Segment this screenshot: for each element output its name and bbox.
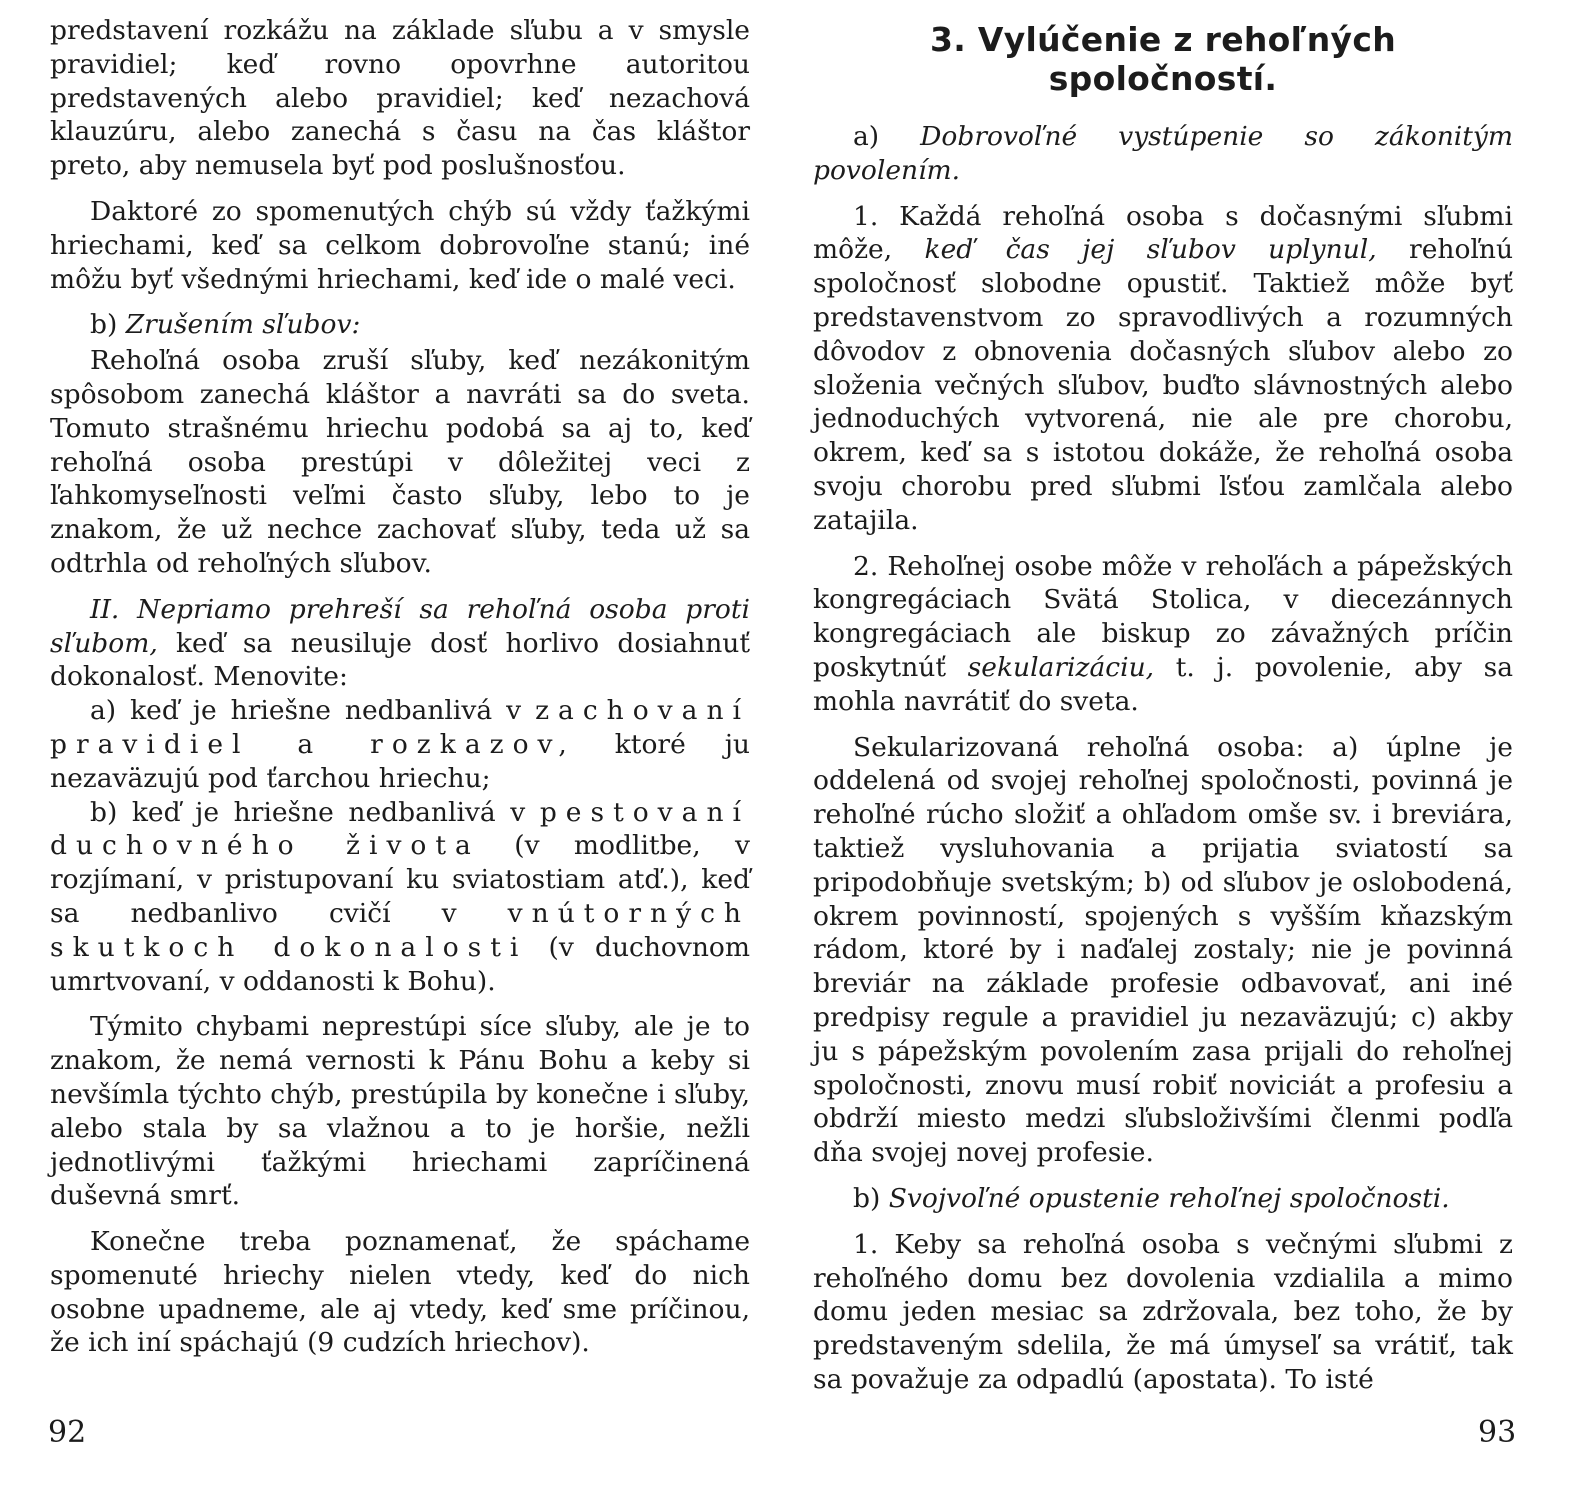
left-section-b-title: Zrušením sľubov: (125, 309, 361, 341)
left-section-ii-title: II. Nepriamo prehreší sa rehoľná osoba proti sľubom, (50, 593, 750, 659)
left-item-b-mid: (v modlitbe, v rozjímaní, v pristupovaní ku sviatostiam atď.), keď sa nedbanlivo cvičí v (50, 830, 750, 929)
left-paragraph-5: Konečne treba poznamenať, že spáchame spomenuté hriechy nielen vtedy, keď do nich osobne upadneme, ale aj vtedy, keď sme príčinou, že ich iní spáchajú (9 cudzích hriechov). (50, 1226, 750, 1359)
left-section-ii (50, 593, 750, 694)
left-item-b-prefix: b) keď je hriešne nedbanlivá v (90, 796, 540, 828)
right-paragraph-2-italic: sekularizáciu, (967, 651, 1155, 683)
right-paragraph-3: Sekularizovaná rehoľná osoba: a) úplne je oddelená od svojej rehoľnej spoločnosti, povinná je rehoľné rúcho složiť a ohľadom omše sv. i breviára, taktiež vysluhovania a prijatia sviatostí sa pripodobňuje svetským; b) od sľubov je oslobodená, okrem povinností, spojených s vyšším kňazským rádom, ktoré by i naďalej zostaly; nie je povinná breviár na základe profesie odbavovať, ani iné predpisy regule a pravidiel ju nezaväzujú; c) akby ju s pápežským povolením zasa prijali do rehoľnej spoločnosti, znovu musí robiť noviciát a profesiu a obdrží miesto medzi sľubsloživšími členmi podľa dňa svojej novej profesie. (813, 731, 1513, 1169)
right-section-b-label: b) (853, 1182, 881, 1214)
left-section-b-heading (50, 308, 750, 342)
left-item-b-rest: (v duchovnom umrtvovaní, v oddanosti k Bohu). (50, 931, 750, 997)
right-paragraph-1-start: 1. Každá rehoľná osoba s dočasnými sľubmi môže, (813, 200, 1513, 266)
left-page (50, 14, 750, 1372)
left-paragraph-4: Týmito chybami neprestúpi síce sľuby, ale je to znakom, že nemá vernosti k Pánu Bohu a keby si nevšímla týchto chýb, prestúpila by konečne i sľuby, alebo stala by sa vlažnou a to je horšie, nežli jednotlivými ťažkými hriechami zapríčinená duševná smrť. (50, 1011, 750, 1212)
left-item-b (50, 796, 750, 999)
left-item-b-spaced-1: pestovaní duchovného života (50, 796, 750, 862)
right-paragraph-1 (813, 200, 1513, 538)
right-page (813, 14, 1513, 1409)
right-paragraph-4: 1. Keby sa rehoľná osoba s večnými sľubmi z rehoľného domu bez dovolenia vzdialila a mimo domu jeden mesiac sa zdržovala, bez toho, že by predstaveným sdelila, že má úmyseľ sa vrátiť, tak sa považuje za odpadlú (apostata). To isté (813, 1228, 1513, 1395)
right-section-a-heading (813, 120, 1513, 188)
left-item-a-spaced: zachovaní pravidiel a rozkazov, (50, 695, 750, 760)
right-paragraph-2 (813, 550, 1513, 719)
left-paragraph-3: Rehoľná osoba zruší sľuby, keď nezákonitým spôsobom zanechá kláštor a navráti sa do sveta. Tomuto strašnému hriechu podobá sa aj to, keď rehoľná osoba prestúpi v dôležitej veci z ľahkomyseľnosti veľmi často sľuby, lebo to je znakom, že už nechce zachovať sľuby, teda už sa odtrhla od rehoľných sľubov. (50, 345, 750, 579)
right-section-a-label: a) (853, 121, 880, 152)
left-item-a-rest: ktoré ju nezaväzujú pod ťarchou hriechu; (50, 728, 750, 794)
right-section-b-title: Svojvoľné opustenie rehoľnej spoločnosti. (888, 1182, 1450, 1214)
left-section-ii-text: keď sa neusiluje dosť horlivo dosiahnuť dokonalosť. Menovite: (50, 627, 750, 693)
right-paragraph-2-rest: t. j. povolenie, aby sa mohla navrátiť do sveta. (813, 651, 1513, 717)
right-page-number: 93 (1478, 1415, 1517, 1450)
right-section-a-title: Dobrovoľné vystúpenie so zákonitým povolením. (813, 121, 1513, 186)
left-item-a (50, 694, 750, 795)
right-paragraph-1-rest: rehoľnú spoločnosť slobodne opustiť. Taktiež môže byť predstavenstvom zo spravodlivých a rozumných dôvodov z obnovenia dočasných sľubov alebo zo složenia večných sľubov, buďto slávnostných alebo jednoduchých vytvorená, nie ale pre chorobu, okrem, keď sa s istotou dokáže, že rehoľná osoba svoju chorobu pred sľubmi ľsťou zamlčala alebo zatajila. (813, 234, 1514, 536)
left-item-a-prefix: a) keď je hriešne nedbanlivá v (90, 695, 536, 727)
right-paragraph-2-start: 2. Rehoľnej osobe môže v rehoľách a pápežských kongregáciach Svätá Stolica, v diecezánnych kongregáciach ale biskup zo závažných príčin poskytnúť (813, 550, 1513, 683)
left-section-b-label: b) (90, 309, 118, 341)
left-page-number: 92 (48, 1415, 87, 1450)
left-item-b-spaced-2: vnútorných skutkoch dokonalosti (50, 897, 750, 963)
right-paragraph-1-italic: keď čas jej sľubov uplynul, (924, 234, 1377, 266)
left-paragraph-1: predstavení rozkážu na základe sľubu a v smysle pravidiel; keď rovno opovrhne autoritou predstavených alebo pravidiel; keď nezachová klauzúru, alebo zanechá s času na čas kláštor preto, aby nemusela byť pod poslušnosťou. (50, 15, 750, 182)
right-section-b-heading (813, 1182, 1513, 1216)
left-paragraph-2: Daktoré zo spomenutých chýb sú vždy ťažkými hriechami, keď sa celkom dobrovoľne stanú; iné môžu byť všednými hriechami, keď ide o malé veci. (50, 195, 750, 295)
section-heading: 3. Vylúčenie z rehoľných spoločností. (929, 20, 1397, 98)
